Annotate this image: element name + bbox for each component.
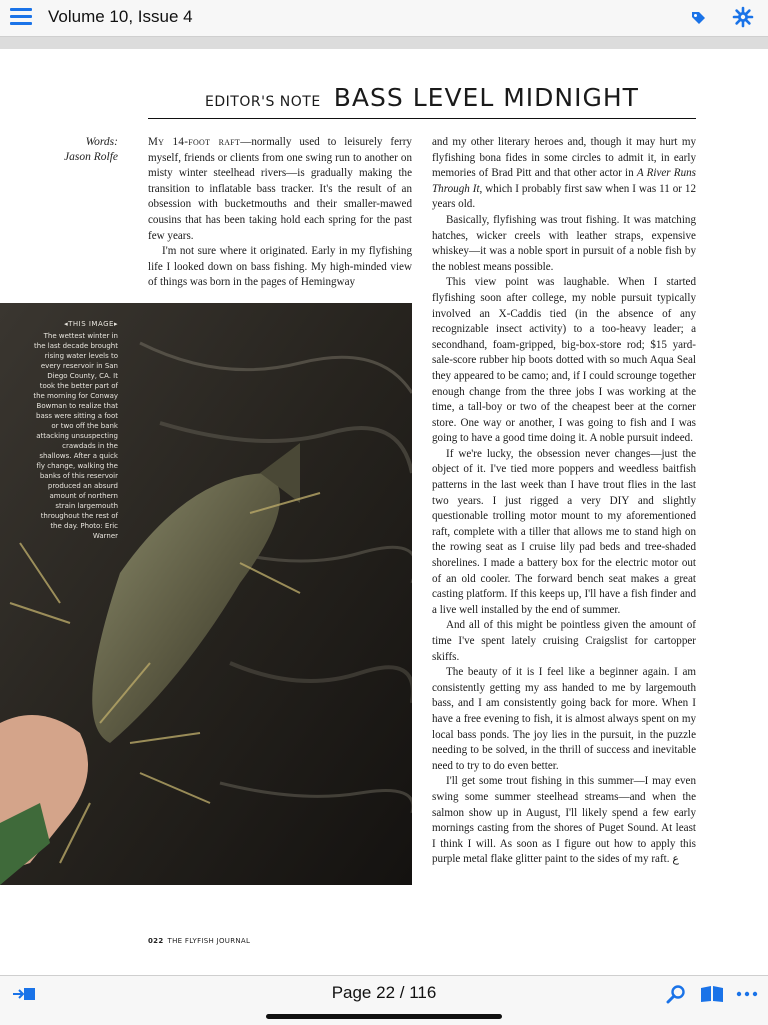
caption-text: The wettest winter in the last decade brought rising water levels to every reservoir in San Diego County, CA. It took the better part of the morning for Conway Bowman to realize that bass were sitting a foot or two off the bank attacking unsuspecting crawdads in the shallows. After a quick fly change, walking the banks of this reservoir produced an absurd amount of northern strain largemouth throughout the rest of the day. Photo: Eric Warner	[33, 332, 118, 540]
byline	[56, 135, 118, 165]
end-mark: ع	[672, 853, 679, 866]
bass-photo	[0, 303, 412, 885]
paragraph: Basically, flyfishing was trout fishing. It was matching hatches, wicker creels with leather straps, expensive whiskey—it was a noble sport in pursuit of a noble fish by the noblest means possible.	[432, 213, 696, 273]
photo-caption	[30, 319, 118, 541]
heading-kicker: EDITOR'S NOTE	[205, 94, 321, 110]
paragraph	[148, 135, 412, 244]
hamburger-icon[interactable]	[10, 8, 32, 26]
paragraph-text: —normally used to leisurely ferry myself, friends or clients from one swing run to another on misty winter steelhead rivers—is gradually making the transition to inflatable bass tracker. It's the result of an obsession with bucketmouths and their smaller-mawed cousins that has been taking hold each spring for the past few years.	[148, 136, 412, 242]
paragraph	[432, 774, 696, 868]
paragraph: If we're lucky, the obsession never changes—just the object of it. I've tied more poppers and weedless baitfish patterns in the last week than I have trout flies in the last two years. I just rigged a very DIY and slightly questionable trolling motor mount to my aforementioned raft, complete with a tiller that allows me to stand high on the rowing seat as I cruise lily pad beds and tree-shaded shorelines. I made a battery box for the electric motor out of an old cooler. The forward bench seat makes a great casting platform. If this keeps up, I'll have a fish finder and a live well installed by the end of summer.	[432, 447, 696, 616]
paragraph: And all of this might be pointless given the amount of time I've spent lately cruising Craigslist for cartopper skiffs.	[432, 619, 696, 663]
more-icon[interactable]	[736, 985, 758, 1003]
article-heading	[148, 83, 696, 119]
paragraph-text: I'll get some trout fishing in this summer—I may even swing some summer steelhead streams—and when the salmon show up in August, I'll likely spend a few early mornings casting from the shores of Puget Sound. At least I think I will. As soon as I figure out how to apply this purple metal flake glitter paint to the sides of my raft.	[432, 775, 696, 866]
paragraph-text: , which I probably first saw when I was 11 or 12 years old.	[432, 182, 696, 211]
search-icon[interactable]	[666, 984, 686, 1004]
byline-author: Jason Rolfe	[64, 151, 118, 163]
magazine-page	[0, 49, 768, 975]
paragraph-text: and my other literary heroes and, though it may hurt my flyfishing bona fides in some circles to admit it, in early memories of Brad Pitt and that other actor in	[432, 136, 696, 180]
byline-label: Words:	[85, 136, 118, 148]
issue-title: Volume 10, Issue 4	[48, 7, 193, 26]
footer-publication: THE FLYFISH JOURNAL	[167, 937, 251, 945]
article-column-2	[432, 135, 696, 868]
article-column-1	[148, 135, 412, 291]
home-indicator[interactable]	[266, 1014, 502, 1019]
top-toolbar	[0, 0, 768, 37]
caption-title: ◂THIS IMAGE▸	[64, 320, 118, 328]
paragraph: The beauty of it is I feel like a beginner again. I am consistently getting my ass handed to me by largemouth bass, and I am consistently going back for more. When I have a free evening to fish, it is almost always spent on my local bass ponds. The joy lies in the pursuit, in the puzzle needing to be solved, in the thrill of success and inevitable need to try to do even better.	[432, 666, 696, 772]
book-icon[interactable]	[700, 985, 724, 1003]
paragraph: I'm not sure where it originated. Early in my flyfishing life I looked down on bass fishing. My high-minded view of things was born in the pages of Hemingway	[148, 245, 412, 289]
page-indicator: Page 22 / 116	[331, 983, 437, 1002]
paragraph: This view point was laughable. When I started flyfishing soon after college, my noble pursuit typically involved an X-Caddis tied (in the absence of any recognizable insect activity) to a too-heavy leader; a secondhand, foam-gripped, big-box-store rod; $15 yard-sale-score rubber hip boots dotted with so much Aqua Seal they appeared to be camo; and, if I could scrounge together enough change from the three jobs I was working at the time, a tall-boy or two of the cheapest beer at the corner store. One way or another, I was going to fish and I was going to have a good time doing it. A noble pursuit indeed.	[432, 276, 696, 445]
footer-page-number: 022	[148, 937, 164, 945]
page-footer	[148, 937, 250, 945]
lead-in: My 14-foot raft	[148, 136, 241, 148]
tag-icon[interactable]	[690, 10, 706, 26]
paragraph	[432, 135, 696, 213]
headline: BASS LEVEL MIDNIGHT	[333, 83, 639, 112]
page-gap	[0, 37, 768, 49]
gear-icon[interactable]	[732, 6, 754, 28]
book-title: A River Runs Through It	[432, 167, 696, 195]
